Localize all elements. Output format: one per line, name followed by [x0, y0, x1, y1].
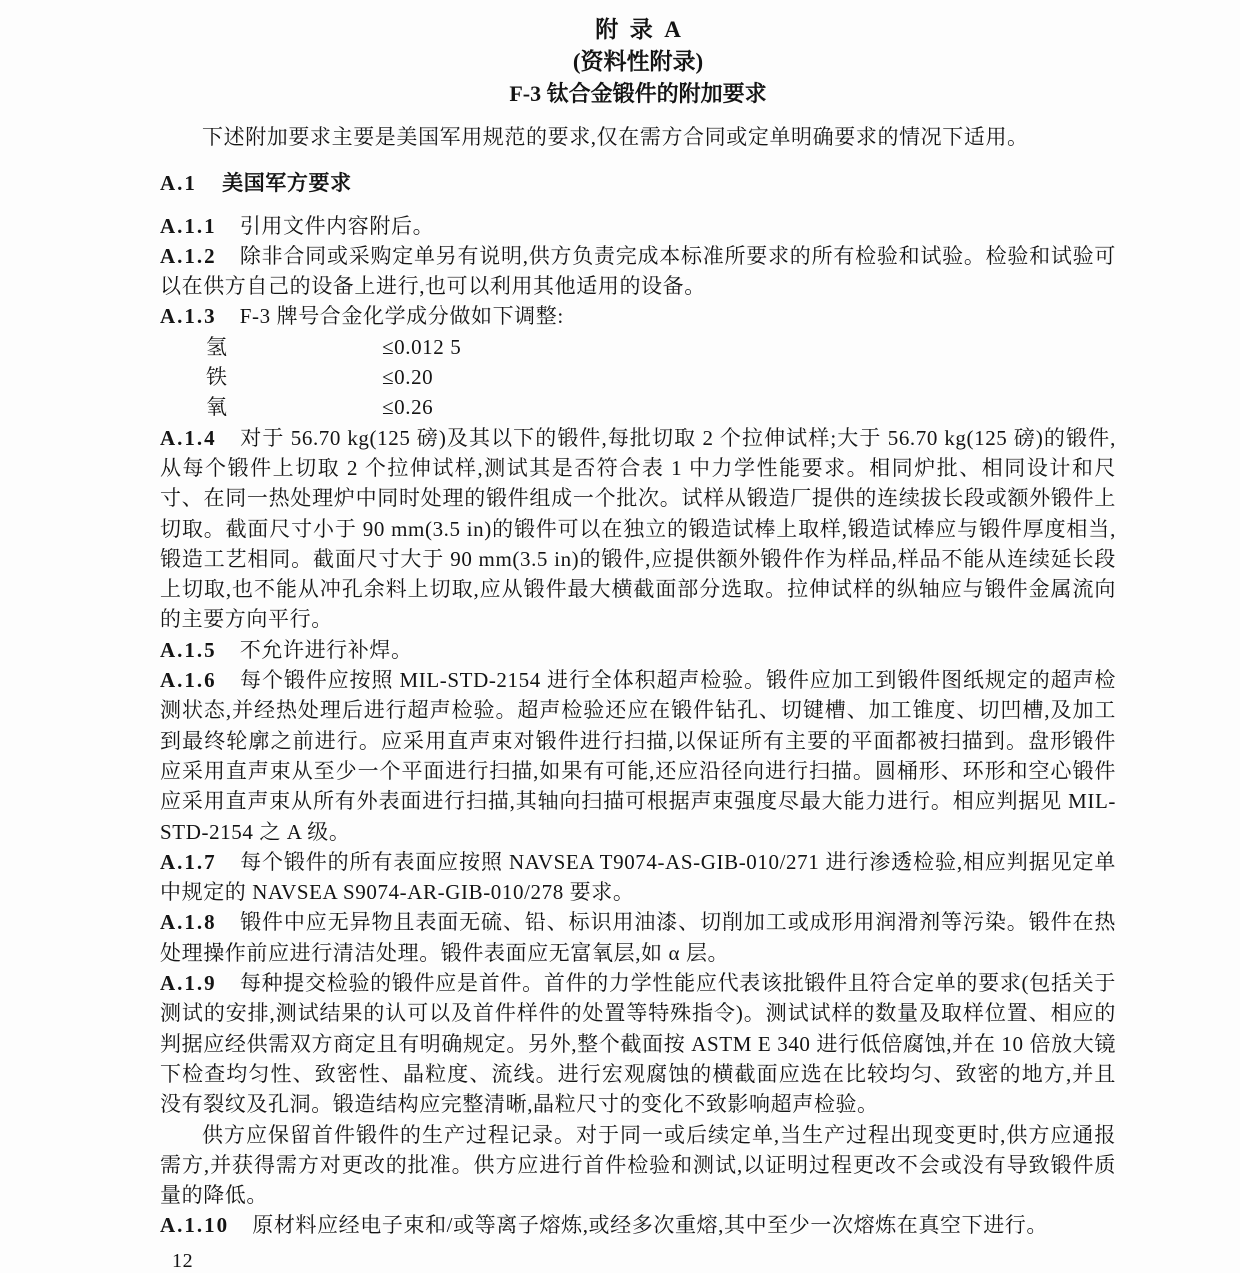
clause-a-1-2-text: 除非合同或采购定单另有说明,供方负责完成本标准所要求的所有检验和试验。检验和试验可以在供方自己的设备上进行,也可以利用其他适用的设备。: [160, 243, 1116, 299]
clause-a-1-7-text: 每个锻件的所有表面应按照 NAVSEA T9074-AS-GIB-010/271 进行渗透检验,相应判据见定单中规定的 NAVSEA S9074-AR-GIB-010/278 要求。: [160, 849, 1116, 905]
clause-a-1-7-label: A.1.7: [160, 849, 217, 874]
clause-a-1-4: [160, 423, 1116, 635]
clause-a-1-4-text: 对于 56.70 kg(125 磅)及其以下的锻件,每批切取 2 个拉伸试样;大于 56.70 kg(125 磅)的锻件,从每个锻件上切取 2 个拉伸试样,测试其是否符合表 1 中力学性能要求。相同炉批、相同设计和尺寸、在同一热处理炉中同时处理的锻件组成一个批次。试样从锻造厂提供的连续拔长段或额外锻件上切取。截面尺寸小于 90 mm(3.5 in)的锻件可以在独立的锻造试棒上取样,锻造试棒应与锻件厚度相当,锻造工艺相同。截面尺寸大于 90 mm(3.5 in)的锻件,应提供额外锻件作为样品,样品不能从连续延长段上切取,也不能从冲孔余料上切取,应从锻件最大横截面部分选取。拉伸试样的纵轴应与锻件金属流向的主要方向平行。: [160, 425, 1116, 632]
chem-limit: ≤0.012 5: [382, 334, 462, 359]
clause-a-1-2: [160, 241, 1116, 302]
chem-limit: ≤0.20: [382, 365, 434, 390]
clause-a-1-6: [160, 665, 1116, 847]
clause-a-1-1: [160, 211, 1116, 241]
clause-a-1-5: [160, 635, 1116, 665]
chem-element: 铁: [206, 365, 228, 390]
clause-a-1-8: [160, 907, 1116, 968]
appendix-subject: F-3 钛合金锻件的附加要求: [509, 81, 767, 106]
appendix-type: (资料性附录): [572, 49, 704, 74]
clause-a-1-5-label: A.1.5: [160, 637, 217, 662]
intro-paragraph: 下述附加要求主要是美国军用规范的要求,仅在需方合同或定单明确要求的情况下适用。: [202, 125, 1029, 149]
first-article-record-paragraph: 供方应保留首件锻件的生产过程记录。对于同一或后续定单,当生产过程出现变更时,供方应通报需方,并获得需方对更改的批准。供方应进行首件检验和测试,以证明过程更改不会或没有导致锻件质量的降低。: [160, 1122, 1116, 1208]
clause-a-1-9: [160, 968, 1116, 1119]
chemistry-limits: [160, 332, 1116, 423]
clause-a-1-7: [160, 847, 1116, 908]
chem-element: 氧: [206, 395, 228, 420]
appendix-header: [160, 0, 1116, 110]
document-body: [160, 122, 1116, 1273]
clause-a-1-5-text: 不允许进行补焊。: [239, 637, 413, 662]
clause-a-1-6-label: A.1.6: [160, 668, 217, 693]
clause-a-1-1-text: 引用文件内容附后。: [239, 213, 435, 238]
clause-a-1-10-text: 原材料应经电子束和/或等离子熔炼,或经多次重熔,其中至少一次熔炼在真空下进行。: [252, 1213, 1048, 1238]
page-content: [160, 0, 1116, 1273]
chem-row-oxygen: [160, 392, 1116, 422]
chem-row-hydrogen: [160, 332, 1116, 362]
clause-a-1-8-text: 锻件中应无异物且表面无硫、铅、标识用油漆、切削加工或成形用润滑剂等污染。锻件在热处理操作前应进行清洁处理。锻件表面应无富氧层,如 α 层。: [160, 910, 1116, 965]
chem-limit: ≤0.26: [382, 395, 434, 420]
clause-a-1-1-label: A.1.1: [160, 213, 217, 238]
chem-row-iron: [160, 362, 1116, 392]
clause-a-1-3-label: A.1.3: [160, 304, 217, 329]
clause-a-1-4-label: A.1.4: [160, 425, 217, 450]
clause-a-1-9-label: A.1.9: [160, 971, 217, 996]
appendix-title: 附 录 A: [595, 17, 681, 42]
page-number: 12: [172, 1249, 194, 1272]
clause-a-1-6-text: 每个锻件应按照 MIL-STD-2154 进行全体积超声检验。锻件应加工到锻件图纸规定的超声检测状态,并经热处理后进行超声检验。超声检验还应在锻件钻孔、切键槽、加工锥度、切凹槽,及加工到最终轮廓之前进行。应采用直声束对锻件进行扫描,以保证所有主要的平面都被扫描到。盘形锻件应采用直声束从至少一个平面进行扫描,如果有可能,还应沿径向进行扫描。圆桶形、环形和空心锻件应采用直声束从所有外表面进行扫描,其轴向扫描可根据声束强度尽最大能力进行。相应判据见 MIL-STD-2154 之 A 级。: [160, 668, 1116, 844]
section-a1-title: 美国军方要求: [222, 171, 352, 196]
clause-a-1-2-label: A.1.2: [160, 243, 217, 268]
clause-a-1-3: [160, 301, 1116, 331]
clause-a-1-3-text: F-3 牌号合金化学成分做如下调整:: [239, 304, 564, 329]
section-a1-heading: [160, 168, 1116, 198]
section-a1-label: A.1: [160, 171, 197, 196]
clause-a-1-10: [160, 1210, 1116, 1240]
clause-a-1-8-label: A.1.8: [160, 910, 217, 935]
chem-element: 氢: [206, 334, 228, 359]
clause-a-1-9-text: 每种提交检验的锻件应是首件。首件的力学性能应代表该批锻件且符合定单的要求(包括关于测试的安排,测试结果的认可以及首件样件的处置等特殊指令)。测试试样的数量及取样位置、相应的判据应经供需双方商定且有明确规定。另外,整个截面按 ASTM E 340 进行低倍腐蚀,并在 10 倍放大镜下检查均匀性、致密性、晶粒度、流线。进行宏观腐蚀的横截面应选在比较均匀、致密的地方,并且没有裂纹及孔洞。锻造结构应完整清晰,晶粒尺寸的变化不致影响超声检验。: [160, 971, 1116, 1117]
clause-a-1-10-label: A.1.10: [160, 1213, 230, 1238]
